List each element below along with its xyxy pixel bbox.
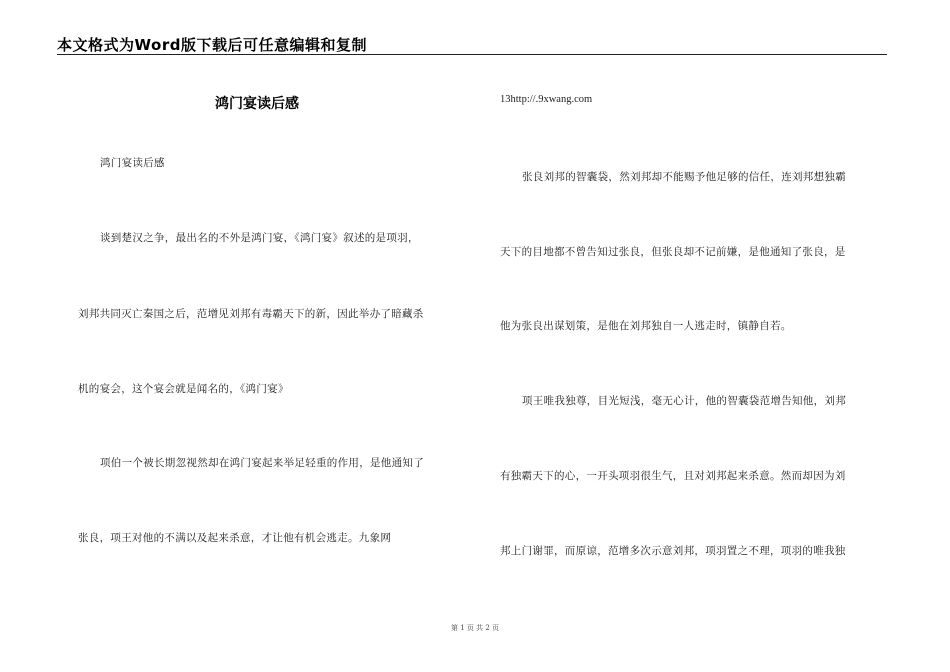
source-url: 13http://.9xwang.com	[500, 94, 593, 105]
page-number-footer: 第 1 页 共 2 页	[450, 624, 500, 632]
page-header-banner: 本文格式为Word版下载后可任意编辑和复制	[57, 36, 367, 54]
paragraph-line: 张良刘邦的智囊袋，然刘邦却不能赐予他足够的信任，连刘邦想独霸	[522, 171, 846, 183]
paragraph-line: 项伯一个被长期忽视然却在鸿门宴起来举足轻重的作用，是他通知了	[100, 457, 424, 469]
paragraph-line: 张良，项王对他的不满以及起来杀意，才让他有机会逃走。九象网	[78, 532, 392, 544]
paragraph-line: 机的宴会，这个宴会就是闻名的，《鸿门宴》	[78, 383, 289, 395]
paragraph-line: 邦上门谢罪，而原谅，范增多次示意刘邦，项羽置之不理，项羽的唯我独	[500, 545, 846, 557]
paragraph-line: 项王唯我独尊，目光短浅，毫无心计，他的智囊袋范增告知他，刘邦	[522, 395, 846, 407]
header-divider	[57, 54, 887, 55]
paragraph-line: 他为张良出谋划策，是他在刘邦独自一人逃走时，镇静自若。	[500, 320, 792, 332]
document-title: 鸿门宴读后感	[215, 96, 299, 112]
paragraph-line: 鸿门宴读后感	[100, 157, 165, 169]
paragraph-line: 谈到楚汉之争，最出名的不外是鸿门宴，《鸿门宴》叙述的是项羽，	[100, 232, 419, 244]
paragraph-line: 天下的目地都不曾告知过张良，但张良却不记前嫌，是他通知了张良，是	[500, 246, 846, 258]
paragraph-line: 刘邦共同灭亡秦国之后，范增见刘邦有毒霸天下的新，因此举办了暗藏杀	[78, 308, 424, 320]
paragraph-line: 有独霸天下的心，一开头项羽很生气，且对刘邦起来杀意。然而却因为刘	[500, 470, 846, 482]
